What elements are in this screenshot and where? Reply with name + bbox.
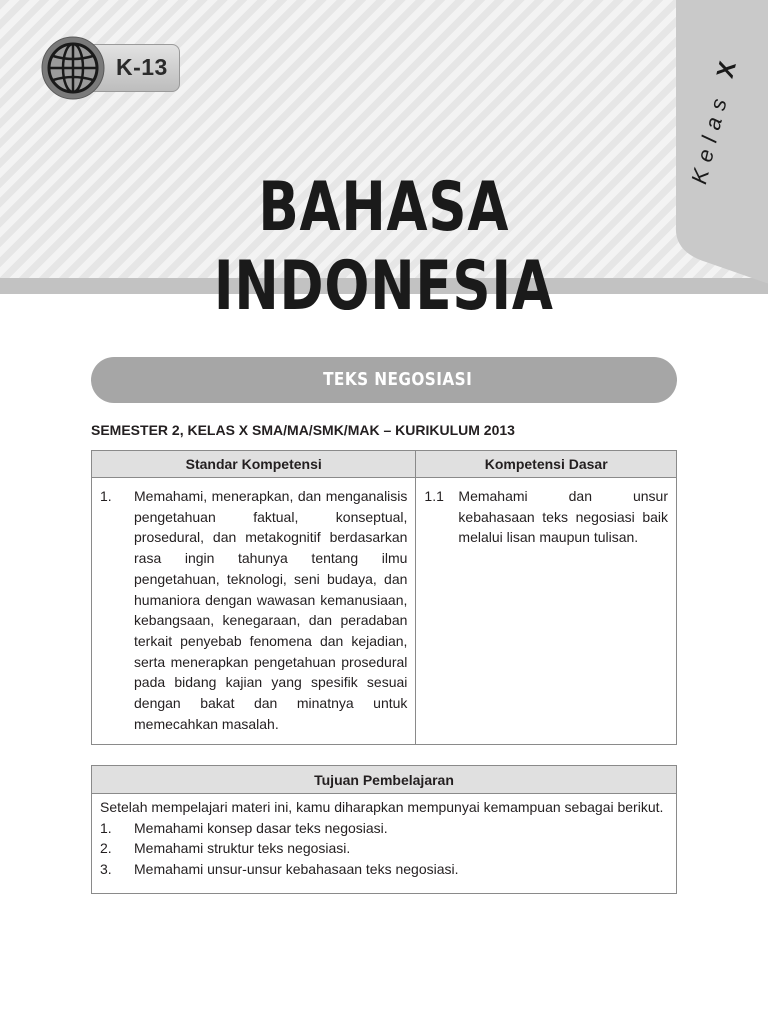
curriculum-badge-label: K-13 [116,54,168,80]
list-item [100,859,668,880]
sk-number: 1. [100,488,112,504]
header-kompetensi-dasar: Kompetensi Dasar [416,451,677,478]
competency-table [91,450,677,745]
globe-icon [41,36,105,100]
objectives-table [91,765,677,894]
kelas-word: Kelas [686,88,734,187]
list-item [100,838,668,859]
objectives-cell [92,794,677,894]
objective-number: 2. [100,840,112,857]
list-item [100,818,668,839]
section-title: TEKS NEGOSIASI [323,369,473,390]
semester-info: SEMESTER 2, KELAS X SMA/MA/SMK/MAK – KURIKULUM 2013 [91,422,515,438]
book-title: BAHASA INDONESIA [213,168,554,326]
standar-kompetensi-cell [92,478,416,745]
objective-number: 3. [100,861,112,878]
sk-text: Memahami, menerapkan, dan menganalisis pengetahuan faktual, konseptual, prosedural, dan metakognitif berdasarkan rasa ingin tahunya tentang ilmu pengetahuan, teknologi, seni budaya, dan humaniora dengan wawasan kemanusiaan, kebangsaan, kenegaraan, dan peradaban terkait penyebab fenomena dan kejadian, serta menerapkan pengetahuan prosedural pada bidang kajian yang spesifik sesuai dengan bakat dan minatnya untuk memecahkan masalah. [134,488,408,732]
objectives-header: Tujuan Pembelajaran [92,766,677,794]
objective-text: Memahami unsur-unsur kebahasaan teks negosiasi. [134,861,459,878]
objective-text: Memahami struktur teks negosiasi. [134,840,351,857]
kompetensi-dasar-cell [416,478,677,745]
kelas-number: X [711,50,744,81]
header-standar-kompetensi: Standar Kompetensi [92,451,416,478]
kd-text: Memahami dan unsur kebahasaan teks negosiasi baik melalui lisan maupun tulisan. [458,488,668,546]
kd-number: 1.1 [424,488,444,504]
objectives-intro: Setelah mempelajari materi ini, kamu diharapkan mempunyai kemampuan sebagai berikut. [100,799,664,815]
objective-text: Memahami konsep dasar teks negosiasi. [134,819,388,836]
objective-number: 1. [100,819,112,836]
